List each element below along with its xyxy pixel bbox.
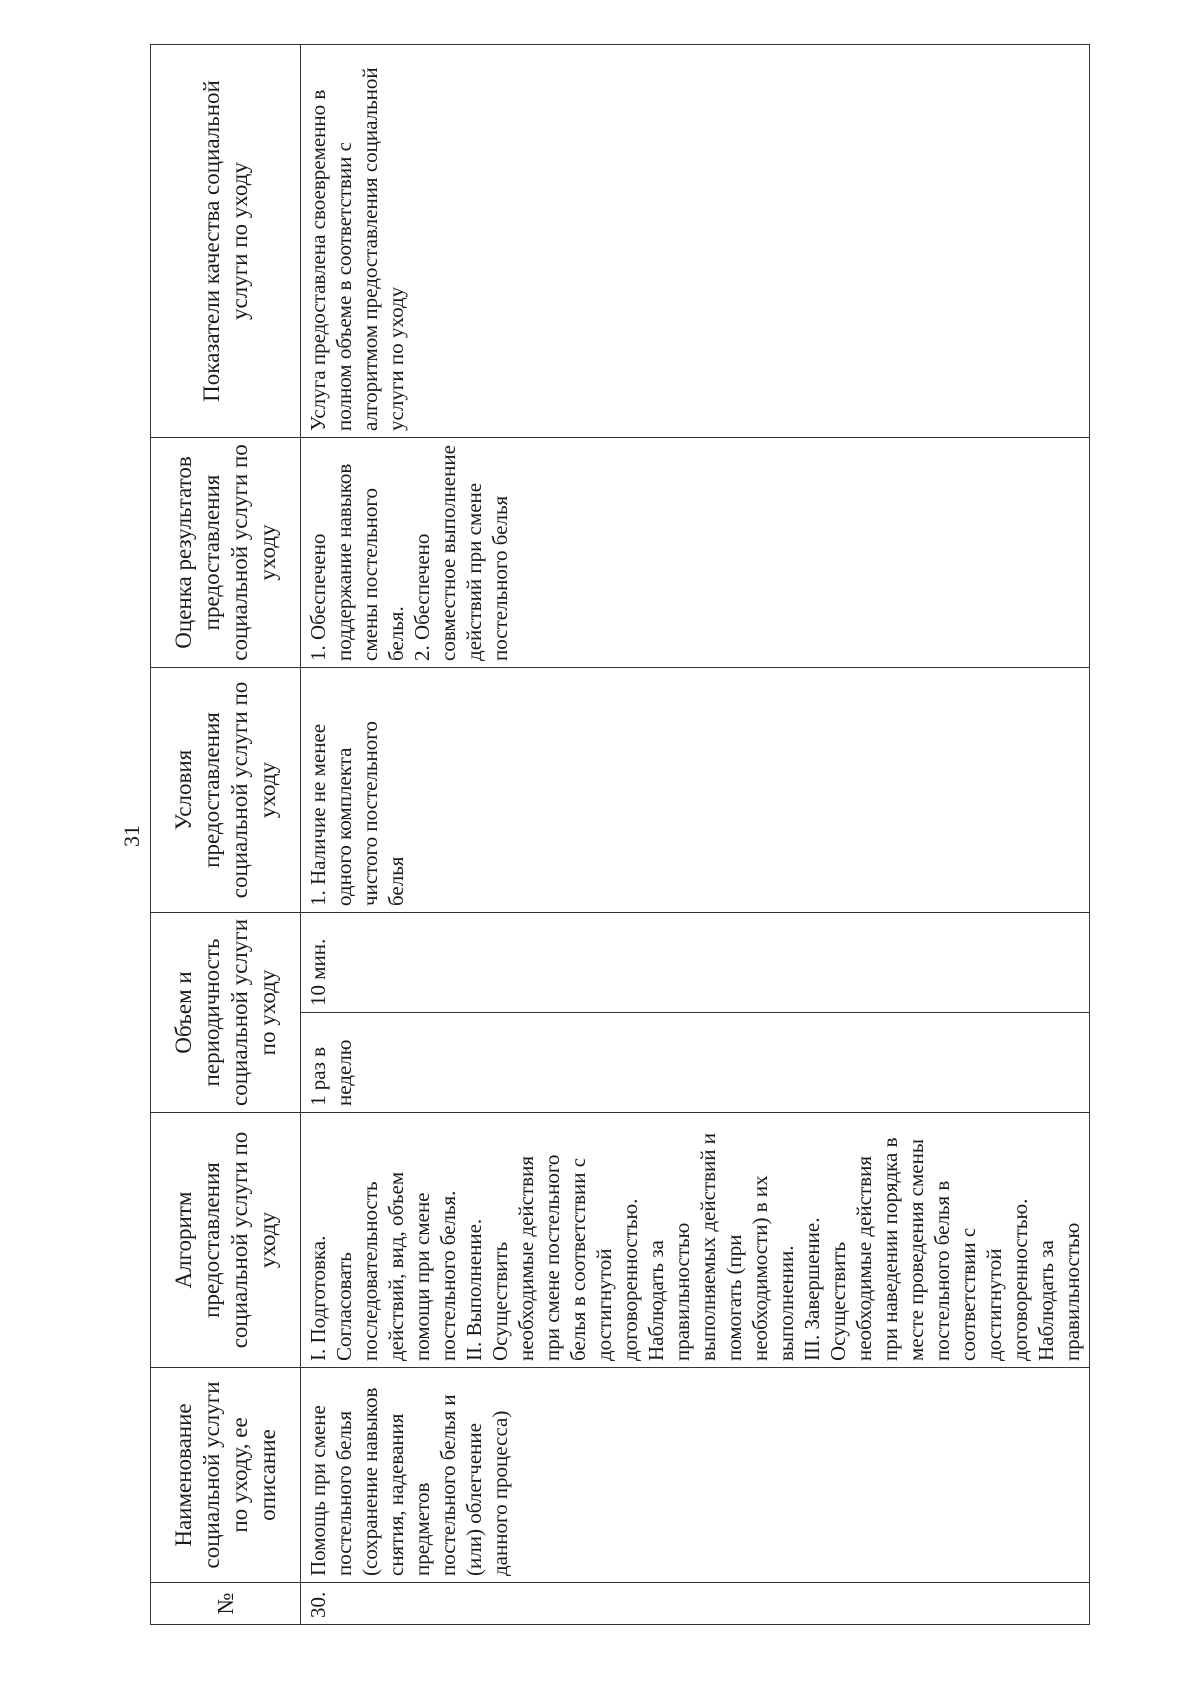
page-number: 31 (119, 825, 144, 847)
algorithm-line: II. Выполнение. (462, 1218, 486, 1361)
frequency-cell: 1 раз в неделю (301, 1013, 1090, 1113)
service-name: Помощь при смене постельного белья (сохранение навыков снятия, надевания предметов постельного белья и (или) облегчение данного процесса) (301, 1368, 1090, 1583)
header-conditions: Условия предоставления социальной услуги по уходу (151, 667, 301, 912)
duration-cell: 10 мин. (301, 912, 1090, 1012)
conditions-cell: 1. Наличие не менее одного комплекта чистого постельного белья (301, 667, 1090, 912)
row-number: 30. (301, 1583, 1090, 1625)
algorithm-line: Наблюдать за правильностью выполняемых действий и помогать (при необходимости) в их выполнении. (644, 1133, 798, 1361)
algorithm-line: III. Завершение. (800, 1217, 824, 1361)
header-algorithm: Алгоритм предоставления социальной услуги по уходу (151, 1113, 301, 1368)
header-num: № (151, 1583, 301, 1625)
evaluation-line: 1. Обеспечено поддержание навыков смены постельного белья. (306, 463, 408, 661)
algorithm-line: Наблюдать за правильностью (1034, 1222, 1084, 1361)
header-row (151, 44, 301, 1624)
evaluation-cell (301, 437, 1090, 667)
quality-cell: Услуга предоставлена своевременно в полном объеме в соответствии с алгоритмом предоставления социальной услуги по уходу (301, 44, 1090, 437)
algorithm-line: Осуществить необходимые действия при смене постельного белья в соответствии с достигнутой договоренностью. (488, 1154, 642, 1361)
header-quality: Показатели качества социальной услуги по уходу (151, 44, 301, 437)
algorithm-line: I. Подготовка. (306, 1235, 330, 1361)
table-row (301, 44, 1090, 1624)
algorithm-line: Согласовать последовательность действий, вид, объем помощи при смене постельного белья. (332, 1171, 460, 1361)
header-evaluation: Оценка результатов предоставления социальной услуги по уходу (151, 437, 301, 667)
social-service-table (150, 45, 1084, 1625)
evaluation-line: 2. Обеспечено совместное выполнение действий при смене постельного белья (410, 445, 512, 661)
algorithm-line: Осуществить необходимые действия при наведении порядка в месте проведения смены постельного белья в соответствии с достигнутой договоренностью. (826, 1137, 1032, 1361)
header-volume: Объем и периодичность социальной услуги по уходу (151, 912, 301, 1112)
algorithm-cell (301, 1113, 1090, 1368)
header-name: Наименование социальной услуги по уходу, ее описание (151, 1368, 301, 1583)
